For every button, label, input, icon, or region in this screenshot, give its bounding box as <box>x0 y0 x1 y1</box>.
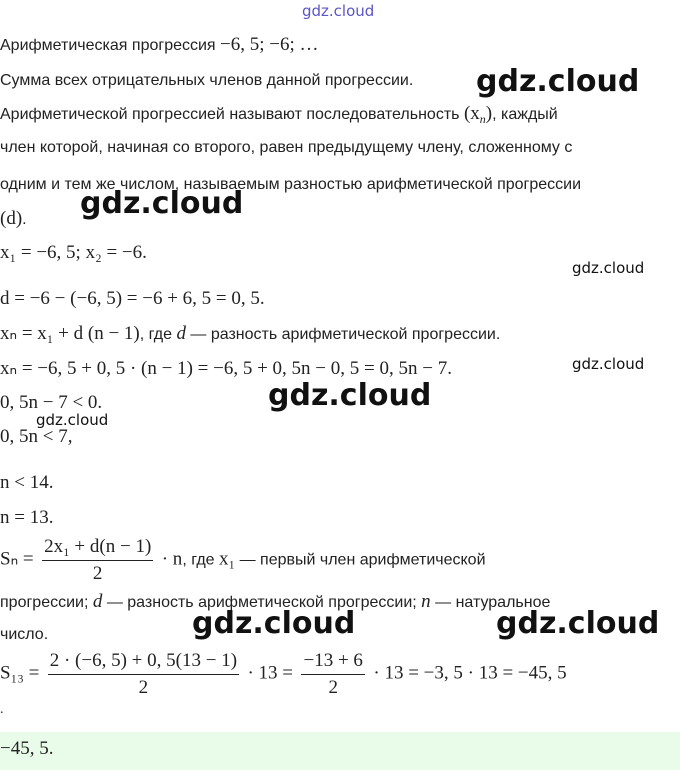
watermark-1: gdz.cloud <box>476 64 640 99</box>
step-first-terms: x₁ = −6, 5; x₂ = −6. <box>0 242 147 263</box>
watermark-4: gdz.cloud <box>572 355 645 373</box>
sum-formula-fraction <box>42 536 153 585</box>
sum-formula-after: · n <box>161 548 183 570</box>
sum-calc-numerator-1: 2 · (−6, 5) + 0, 5(13 − 1) <box>48 650 239 675</box>
step-inequality-2: 0, 5n < 7, <box>0 426 73 447</box>
sum-formula-text-a: прогрессии; <box>0 594 89 611</box>
sum-formula-n: n <box>421 591 431 612</box>
sum-calculation <box>0 650 567 699</box>
step-inequality-1: 0, 5n − 7 < 0. <box>0 392 103 413</box>
sum-calc-denominator-2: 2 <box>328 677 338 698</box>
definition-end: . <box>22 211 27 228</box>
definition-var-close: ) <box>485 103 493 124</box>
sum-calc-lhs: S₁₃ = <box>0 662 40 684</box>
sum-calc-dot: . <box>0 702 4 717</box>
step-inequality-3: n < 14. <box>0 472 54 493</box>
sum-calc-numerator-2: −13 + 6 <box>301 650 364 675</box>
sum-formula-line-3: число. <box>0 626 49 643</box>
watermark-3: gdz.cloud <box>572 259 645 277</box>
sum-formula-d: d <box>92 591 103 612</box>
sum-formula-desc: — первый член арифметической <box>239 551 486 569</box>
problem-task: Сумма всех отрицательных членов данной прогрессии. <box>0 72 414 89</box>
definition-var-sub: n <box>479 112 486 126</box>
sum-formula-where: , где <box>182 551 215 569</box>
sum-calc-fraction-1 <box>48 650 239 699</box>
sum-formula <box>0 536 486 585</box>
nth-term-formula: xₙ = x₁ + d (n − 1) <box>0 323 140 344</box>
watermark-2: gdz.cloud <box>80 186 244 221</box>
sum-calc-tail: · 13 = −3, 5 · 13 = −45, 5 <box>373 662 567 684</box>
step-n-value: n = 13. <box>0 507 54 528</box>
nth-term-where: , где <box>139 326 172 343</box>
definition-line-4 <box>0 208 27 230</box>
watermark-5: gdz.cloud <box>268 378 432 413</box>
definition-var <box>464 103 492 124</box>
sum-calc-middle: · 13 = <box>247 662 294 684</box>
watermark-6: gdz.cloud <box>36 411 109 429</box>
sum-calc-denominator-1: 2 <box>138 677 149 698</box>
definition-line-1 <box>0 103 558 127</box>
sum-calc-fraction-2 <box>301 650 364 699</box>
sum-formula-x1: x₁ <box>219 548 236 570</box>
definition-text-1-end: , каждый <box>492 106 558 123</box>
problem-text: Арифметическая прогрессия <box>0 37 216 54</box>
sum-formula-text-c: — натуральное <box>435 594 551 611</box>
definition-d: (d) <box>0 208 23 229</box>
sum-formula-denominator: 2 <box>92 563 103 584</box>
definition-text-1: Арифметической прогрессией называют последовательность <box>0 106 460 123</box>
sum-formula-lhs: Sₙ = <box>0 548 34 570</box>
nth-term-desc: — разность арифметической прогрессии. <box>190 326 501 343</box>
watermark-7: gdz.cloud <box>192 606 356 641</box>
step-nth-term-formula <box>0 322 500 345</box>
answer-box <box>0 732 680 770</box>
sum-formula-text-b: — разность арифметической прогрессии; <box>106 594 417 611</box>
definition-line-2: член которой, начиная со второго, равен предыдущему члену, сложенному с <box>0 139 573 156</box>
watermark-8: gdz.cloud <box>496 606 660 641</box>
problem-sequence: −6, 5; −6; … <box>220 34 319 55</box>
step-difference: d = −6 − (−6, 5) = −6 + 6, 5 = 0, 5. <box>0 288 265 309</box>
nth-term-d: d <box>176 323 186 344</box>
step-nth-term-calc: xₙ = −6, 5 + 0, 5 · (n − 1) = −6, 5 + 0, 5n − 0, 5 = 0, 5n − 7. <box>0 358 452 379</box>
problem-statement <box>0 34 319 56</box>
definition-line-3: одним и тем же числом, называемым разностью арифметической прогрессии <box>0 176 582 193</box>
definition-var-x: (x <box>463 103 480 124</box>
watermark-top: gdz.cloud <box>302 2 375 20</box>
answer-value: −45, 5. <box>0 738 54 759</box>
sum-formula-numerator: 2x₁ + d(n − 1) <box>42 536 153 561</box>
